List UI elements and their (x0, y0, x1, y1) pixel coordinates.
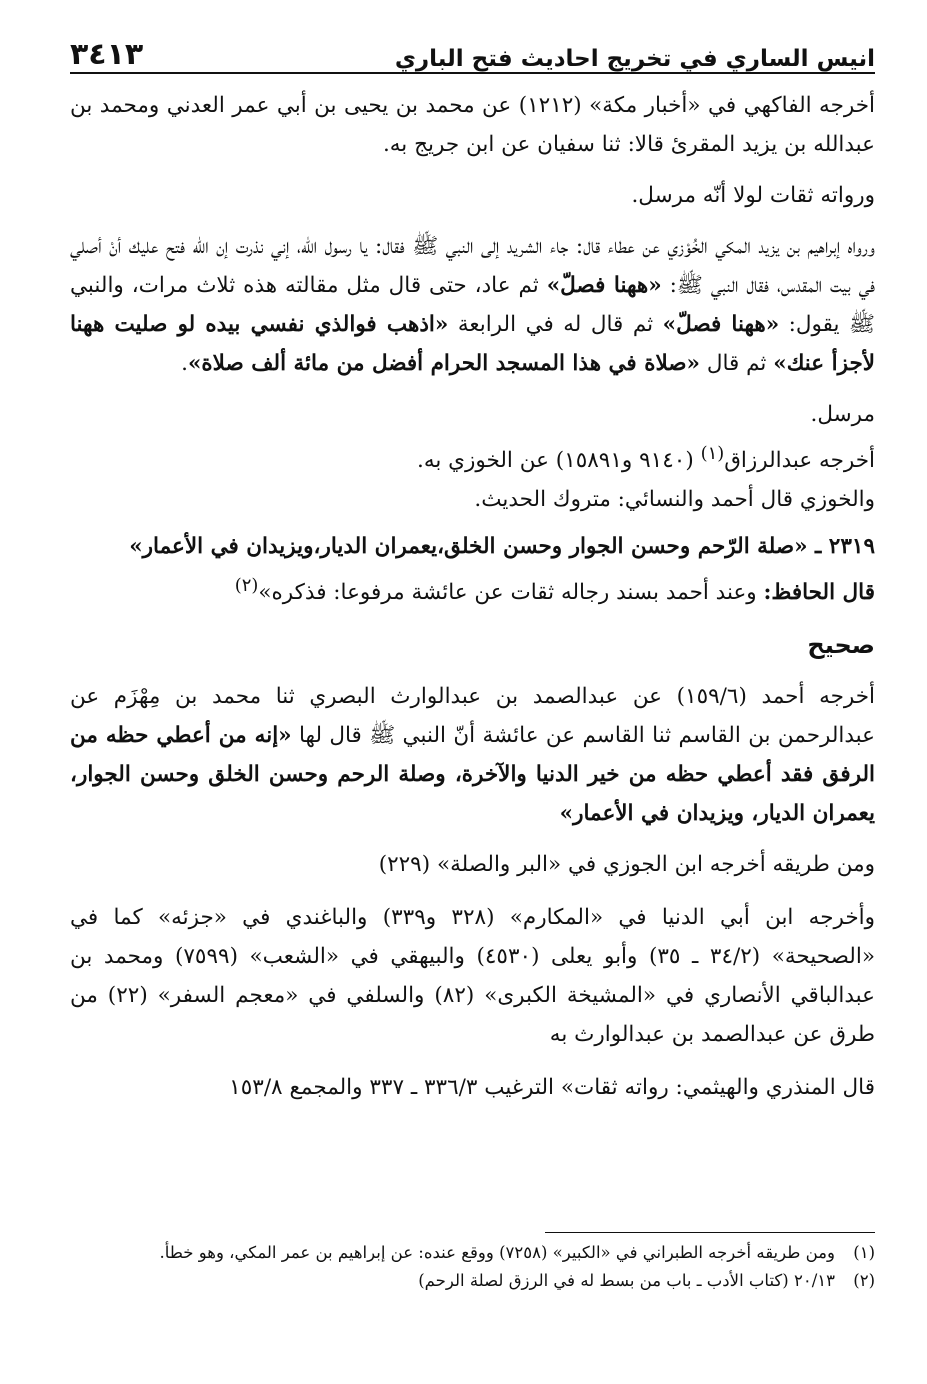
text-run: ثم عاد، حتى قال مثل مقالته هذه ثلاث مرات، والنبي ﷺ يقول: (70, 273, 875, 337)
footnote-text: ٢٠/١٣ (كتاب الأدب ـ باب من بسط له في الرزق لصلة الرحم) (418, 1271, 835, 1290)
paragraph (70, 227, 875, 383)
hadith-quote: «إنه من أعطي حظه من الرفق فقد أعطي حظه من خير الدنيا والآخرة، وصلة الرحم وحسن الخلق وحسن الجوار، يعمران الديار، ويزيدان في الأعمار» (70, 723, 875, 827)
hadith-quote: «ههنا فصلّ» (546, 273, 662, 298)
hadith-heading: ٢٣١٩ ـ «صلة الرّحم وحسن الجوار وحسن الخلق،يعمران الديار،ويزيدان في الأعمار» (129, 534, 875, 560)
footnote-number: (١) (853, 1243, 875, 1262)
paragraph (70, 677, 875, 833)
paragraph (70, 566, 875, 612)
paragraph: أخرجه الفاكهي في «أخبار مكة» (١٢١٢) عن محمد بن يحيى بن أبي عمر العدني ومحمد بن عبدالله بن يزيد المقرئ قالا: ثنا سفيان عن ابن جريج به. (70, 93, 875, 157)
paragraph (70, 434, 875, 480)
text-run: أخرجه عبدالرزاق (724, 448, 875, 474)
paragraph: ورواته ثقات لولا أنّه مرسل. (631, 183, 875, 208)
footnote-number: (٢) (853, 1271, 875, 1290)
text-run: ورواه إبراهيم بن يزيد المكي الخُوْزي عن عطاء قال: جاء الشريد إلى النبي ﷺ فقال: يا رسول الله، إني نذرت إن الله فتح عليك أنْ أصلي في بيت المقدس، فقال النبي ﷺ: (70, 234, 875, 298)
text-run: ثم قال له في الرابعة (448, 312, 663, 337)
paragraph: وأخرجه ابن أبي الدنيا في «المكارم» (٣٢٨ و٣٣٩) والباغندي في «جزئه» كما في «الصحيحة» (٣٤/٢ ـ ٣٥) وأبو يعلى (٤٥٣٠) والبيهقي في «الشعب» (٧٥٩٩) ومحمد بن عبدالباقي الأنصاري في «المشيخة الكبرى» (٨٢) والسلفي في «معجم السفر» (٢٢) من طرق عن عبدالصمد بن عبدالوارث به (70, 905, 876, 1048)
hadith-quote: «صلاة في هذا المسجد الحرام أفضل من مائة ألف صلاة» (187, 351, 700, 376)
page-number: ٣٤١٣ (70, 37, 144, 72)
paragraph: قال المنذري والهيثمي: رواته ثقات» الترغيب ٣٣٦/٣ ـ ٣٣٧ والمجمع ١٥٣/٨ (229, 1075, 875, 1101)
paragraph: والخوزي قال أحمد والنسائي: متروك الحديث. (474, 487, 875, 513)
grade-heading: صحيح (807, 631, 875, 660)
text-run: . (181, 351, 188, 376)
footnote-ref[interactable]: (٢) (234, 575, 259, 597)
footnote-text: ومن طريقه أخرجه الطبراني في «الكبير» (٧٢٥٨) ووقع عنده: عن إبراهيم بن عمر المكي، وهو خطأ. (159, 1243, 835, 1262)
hadith-quote: «ههنا فصلّ» (662, 312, 780, 337)
running-title: انيس الساري في تخريج احاديث فتح الباري (394, 46, 875, 72)
hadith-quote: «اذهب فوالذي نفسي بيده لو صليت ههنا لأجزأ عنك» (70, 312, 875, 376)
text-run: أخرجه أحمد (١٥٩/٦) عن عبدالصمد بن عبدالوارث البصري ثنا محمد بن مِهْزَم عن عبدالرحمن بن القاسم ثنا القاسم عن عائشة أنّ النبي ﷺ قال لها (70, 684, 876, 749)
footnotes (70, 1232, 875, 1295)
footnote-item (70, 1267, 875, 1295)
text-run: وعند أحمد بسند رجاله ثقات عن عائشة مرفوعا: فذكره» (258, 580, 764, 606)
page-body (70, 86, 875, 1107)
hafiz-label: قال الحافظ: (763, 580, 875, 606)
page-header (70, 32, 875, 74)
text-run: ثم قال (700, 351, 774, 376)
paragraph: ومن طريقه أخرجه ابن الجوزي في «البر والصلة» (٢٢٩) (378, 852, 875, 878)
paragraph: مرسل. (810, 402, 875, 427)
footnote-ref[interactable]: (١) (700, 443, 725, 464)
text-run: (٩١٤٠ و١٥٨٩١) عن الخوزي به. (417, 448, 701, 474)
footnote-item (70, 1239, 875, 1267)
footnote-divider (545, 1232, 875, 1233)
